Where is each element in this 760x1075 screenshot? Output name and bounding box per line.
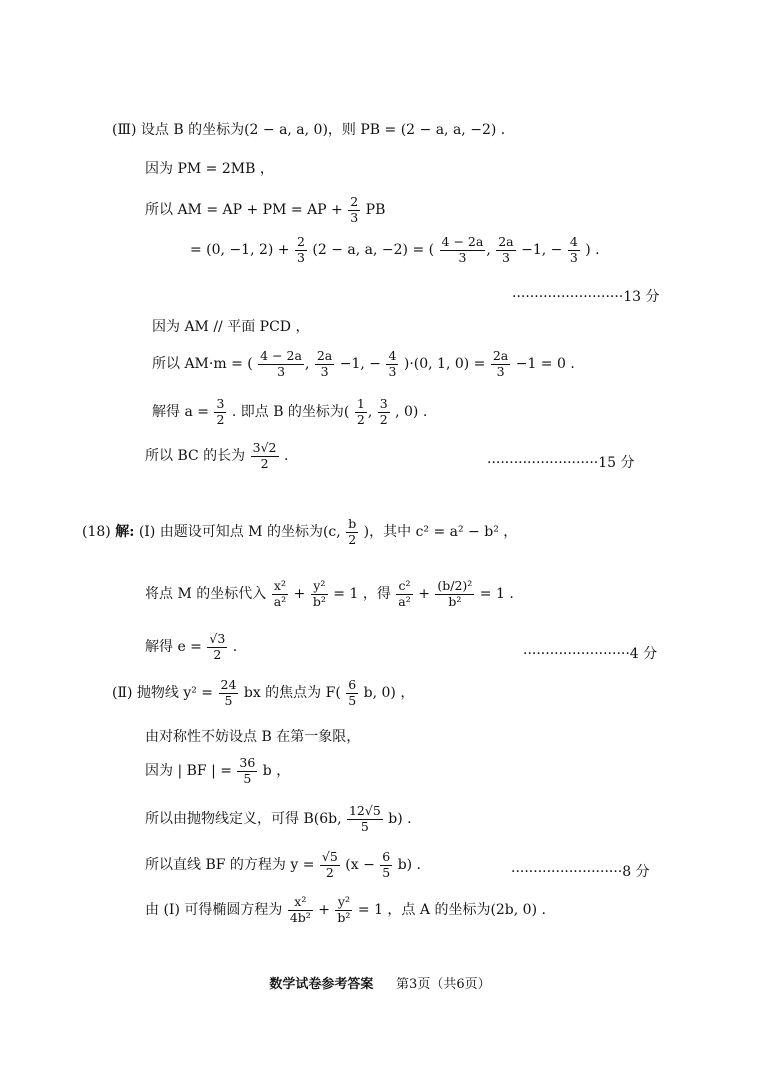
numerator: y² [335, 896, 352, 911]
fraction [435, 580, 474, 608]
p3-line4: = (0, −1, 2) + $\frac{2}{3}$ (2 − a, a, −2) = ( $\frac{4 - 2a}{3}$ , $\frac{2a}{3}$ −1, − $\frac{4}{3}$ ) . [190, 234, 600, 265]
denominator: a² [273, 593, 287, 609]
numerator: (b/2)² [437, 578, 473, 593]
numerator: x² [288, 896, 313, 911]
q18-line9 [145, 896, 546, 924]
fraction [288, 896, 313, 924]
numerator: b [348, 516, 357, 531]
text-segment: 所以 AM·m = ( [152, 356, 253, 372]
numerator: 4 [388, 348, 397, 363]
q18-line1 [82, 518, 517, 546]
denominator: 5 [382, 864, 391, 880]
fraction [315, 350, 334, 378]
score-13: ·························13 分 [512, 289, 660, 305]
text-segment: (Ⅰ) 由题设可知点 M 的坐标为(c, [138, 524, 341, 540]
fraction [237, 757, 257, 785]
fraction [568, 236, 580, 264]
denominator: 3 [496, 363, 505, 379]
denominator: 4b² [289, 909, 311, 925]
text-segment: (2 − a, a, −2) = ( [312, 242, 435, 258]
score-8: ·························8 分 [511, 864, 650, 880]
text-segment: 所以由抛物线定义，可得 B(6b, [145, 811, 342, 827]
q18-line8 [145, 851, 421, 879]
q18-line2 [145, 580, 514, 608]
fraction [496, 236, 515, 264]
numerator: 4 − 2a [441, 234, 484, 249]
text-segment: 所以直线 BF 的方程为 y = [145, 857, 315, 873]
fraction [207, 633, 227, 661]
numerator: √3 [209, 631, 226, 646]
fraction [440, 236, 486, 264]
q18-line3 [145, 633, 237, 661]
denominator: 3 [320, 363, 329, 379]
numerator: 2a [316, 348, 333, 363]
numerator: 6 [348, 677, 357, 692]
denominator: a² [398, 593, 411, 609]
denominator: 5 [224, 692, 233, 708]
numerator: 12√5 [348, 803, 381, 818]
numerator: y² [311, 580, 328, 595]
fraction [311, 580, 328, 608]
denominator: 2 [260, 455, 269, 471]
text-segment: )，其中 c² = a² − b² ， [363, 524, 518, 540]
fraction [355, 398, 367, 426]
p3-line8 [145, 442, 288, 470]
text-segment: b ， [262, 763, 291, 779]
fraction [251, 442, 279, 470]
text-segment: −1, − [521, 242, 563, 258]
text-segment: + [293, 586, 306, 602]
numerator: 3√2 [252, 440, 277, 455]
numerator: √5 [321, 849, 338, 864]
text-segment: 将点 M 的坐标代入 [145, 586, 267, 602]
numerator: 2 [350, 194, 359, 209]
text-segment: 由 (Ⅰ) 可得椭圆方程为 [145, 902, 283, 918]
numerator: c² [396, 580, 412, 595]
numerator: 3 [379, 396, 388, 411]
text-segment: b) . [397, 857, 422, 873]
denominator: 5 [243, 770, 252, 786]
denominator: 3 [297, 249, 305, 265]
text-segment: −1 = 0 . [515, 356, 575, 372]
frac-2-3 [348, 196, 360, 224]
denominator: 2 [356, 411, 365, 427]
denominator: 3 [458, 249, 467, 265]
q18-line5: 由对称性不妨设点 B 在第一象限， [145, 729, 361, 745]
p3-line3 [145, 196, 385, 224]
text-segment: 解得 a = [152, 404, 209, 420]
text-segment: . 即点 B 的坐标为( [231, 404, 350, 420]
text-segment: , 0) . [395, 404, 428, 420]
numerator: 6 [382, 849, 391, 864]
text-segment: 所以 BC 的长为 [145, 448, 246, 464]
text-segment: b, 0) ， [363, 685, 415, 701]
numerator: 2 [297, 234, 305, 249]
page-footer [0, 973, 760, 992]
denominator: 2 [213, 646, 222, 662]
p3-line5: 因为 AM // 平面 PCD ， [152, 319, 310, 335]
numerator: 4 − 2a [260, 348, 302, 363]
numerator: 2a [492, 348, 509, 363]
q18-line4 [112, 679, 414, 707]
p3-line6: 所以 AM·m = ( $\frac{4 - 2a}{3}$ , $\frac{2a}{3}$ −1, − $\frac{4}{3}$ )·(0, 1, 0) = $\frac{2a}{3}$ −1 = 0 . [152, 348, 575, 379]
p3-line7: 解得 a = $\frac{3}{2}$ . 即点 B 的坐标为( $\frac{1}{2}$ , $\frac{3}{2}$ , 0) . [152, 396, 428, 427]
footer-title: 数学试卷参考答案 [269, 977, 374, 992]
numerator: 36 [239, 755, 256, 770]
text-segment: (18) [82, 524, 111, 540]
fraction [258, 350, 304, 378]
numerator: 2a [498, 234, 514, 249]
text-segment: = 1 ，点 A 的坐标为(2b, 0) . [357, 902, 546, 918]
text-segment: (x − [345, 857, 375, 873]
denominator: 2 [216, 411, 225, 427]
q18-line7 [145, 805, 412, 833]
denominator: 3 [501, 249, 510, 265]
denominator: 3 [350, 209, 359, 225]
fraction [346, 518, 358, 546]
denominator: b² [312, 593, 326, 609]
text-segment: PB [365, 202, 386, 218]
text-segment: bx 的焦点为 F( [243, 685, 341, 701]
fraction [380, 851, 392, 879]
fraction [335, 896, 352, 924]
numerator: x² [272, 580, 288, 595]
denominator: 3 [277, 363, 286, 379]
text-segment: . [232, 639, 238, 655]
denominator: 2 [379, 411, 388, 427]
fraction [219, 679, 239, 707]
text-segment: + [318, 902, 330, 918]
denominator: 5 [360, 818, 369, 834]
denominator: b² [448, 593, 462, 609]
fraction [378, 398, 390, 426]
denominator: 3 [569, 249, 578, 265]
text-segment: ) . [585, 242, 600, 258]
fraction [214, 398, 226, 426]
p3-line2: 因为 PM = 2MB ， [145, 161, 274, 177]
numerator: 1 [356, 396, 365, 411]
denominator: 2 [348, 531, 357, 547]
fraction [491, 350, 510, 378]
numerator: 3 [216, 396, 225, 411]
score-4: ························4 分 [523, 646, 658, 662]
text-segment: + [418, 586, 430, 602]
text-segment: = (0, −1, 2) + [190, 242, 290, 258]
p3-line1: (Ⅲ) 设点 B 的坐标为(2 − a, a, 0)，则 PB = (2 − a, a, −2) . [112, 122, 506, 138]
text-segment: )·(0, 1, 0) = [403, 356, 486, 372]
fraction [320, 851, 340, 879]
fraction [386, 350, 398, 378]
q18-line6 [145, 757, 290, 785]
numerator: 4 [569, 234, 578, 249]
text-segment: −1, − [339, 356, 381, 372]
fraction [396, 580, 412, 608]
score-15: ·························15 分 [487, 455, 635, 471]
text-segment: (Ⅱ) 抛物线 y² = [112, 685, 214, 701]
fraction [272, 580, 288, 608]
text-segment: 解得 e = [145, 639, 202, 655]
numerator: 24 [220, 677, 237, 692]
fraction [295, 236, 307, 264]
footer-page: 第3页（共6页） [396, 977, 491, 992]
text-segment: . [283, 448, 289, 464]
denominator: b² [337, 909, 351, 925]
fraction [346, 679, 358, 707]
text-segment: = 1 ，得 [333, 586, 391, 602]
denominator: 5 [348, 692, 357, 708]
text-segment: 所以 AM = AP + PM = AP + [145, 202, 343, 218]
text-segment: 因为 | BF | = [145, 763, 232, 779]
denominator: 2 [325, 864, 334, 880]
text-segment: 解: [115, 524, 135, 540]
denominator: 3 [388, 363, 397, 379]
fraction [347, 805, 383, 833]
text-segment: b) . [388, 811, 412, 827]
text-segment: = 1 . [479, 586, 514, 602]
